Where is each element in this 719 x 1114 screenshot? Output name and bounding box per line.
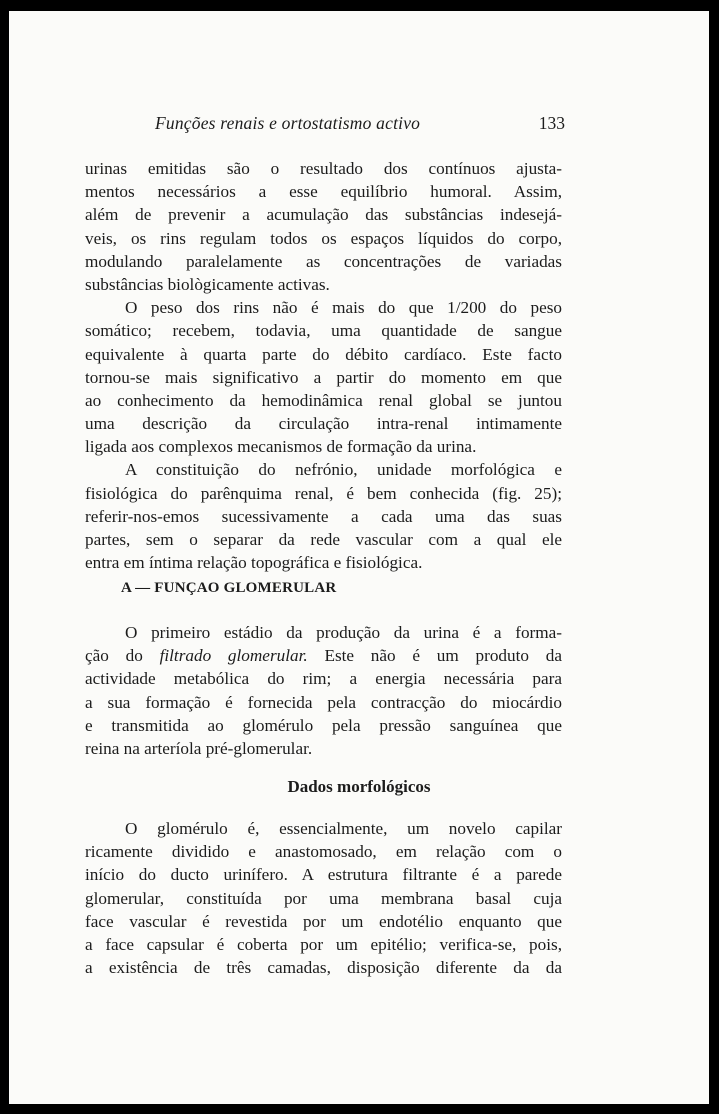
text-line: O glomérulo é, essencialmente, um novelo capilar: [125, 819, 562, 838]
body-text-morphology: [85, 817, 562, 979]
text-line: a sua formação é fornecida pela contracção do miocárdio: [85, 692, 562, 712]
text-line: O peso dos rins não é mais do que 1/200 do peso: [125, 298, 562, 318]
text-line: ricamente dividido e anastomosado, em relação com o: [85, 842, 562, 862]
text-line: [85, 644, 562, 667]
text-line: a existência de três camadas, disposição diferente da da: [85, 958, 562, 978]
text-line: fisiológica do parênquima renal, é bem conhecida (fig. 25);: [85, 483, 562, 503]
text-line: uma descrição da circulação intra-renal intimamente: [85, 414, 562, 434]
text-line: tornou-se mais significativo a partir do momento em que: [85, 367, 562, 387]
text-line: substâncias biològicamente activas.: [85, 274, 330, 294]
text-line: ligada aos complexos mecanismos de formação da urina.: [85, 437, 477, 457]
text-line: O primeiro estádio da produção da urina é a forma-: [125, 623, 562, 642]
text-line: A constituição do nefrónio, unidade morfológica e: [125, 460, 562, 480]
text-line: mentos necessários a esse equilíbrio humoral. Assim,: [85, 182, 562, 202]
text-line: a face capsular é coberta por um epitélio; verifica-se, pois,: [85, 934, 562, 954]
text-line: equivalente à quarta parte do débito cardíaco. Este facto: [85, 344, 562, 364]
text-line: entra em íntima relação topográfica e fisiológica.: [85, 553, 423, 573]
book-page: [9, 11, 709, 1104]
text-line: ao conhecimento da hemodinâmica renal global se juntou: [85, 390, 562, 410]
text-line: partes, sem o separar da rede vascular com a qual ele: [85, 530, 562, 549]
text-line: urinas emitidas são o resultado dos contínuos ajusta-: [85, 159, 562, 178]
page-number: 133: [538, 113, 565, 133]
text-line: face vascular é revestida por um endotélio enquanto que: [85, 911, 562, 931]
body-text-section-a: [85, 621, 562, 760]
sub-heading: Dados morfológicos: [287, 777, 431, 796]
text-line: veis, os rins regulam todos os espaços líquidos do corpo,: [85, 228, 562, 248]
text-line: modulando paralelamente as concentrações de variadas: [85, 251, 562, 271]
section-heading: A — FUNÇAO GLOMERULAR: [121, 580, 337, 596]
text-line: reina na arteríola pré-glomerular.: [85, 738, 313, 758]
text-span: ção do: [85, 646, 160, 666]
text-line: somático; recebem, todavia, uma quantidade de sangue: [85, 321, 562, 341]
text-span: Este não é um produto da: [307, 646, 562, 666]
body-text: [85, 157, 562, 574]
text-line: e transmitida ao glomérulo pela pressão sanguínea que: [85, 715, 562, 735]
text-line: referir-nos-emos sucessivamente a cada uma das suas: [85, 506, 562, 526]
text-line: actividade metabólica do rim; a energia necessária para: [85, 669, 562, 689]
text-line: início do ducto urinífero. A estrutura filtrante é a parede: [85, 865, 562, 885]
text-line: além de prevenir a acumulação das substâncias indesejá-: [85, 205, 562, 225]
text-line: glomerular, constituída por uma membrana basal cuja: [85, 888, 562, 908]
italic-term: filtrado glomerular.: [159, 646, 308, 666]
running-header-title: Funções renais e ortostatismo activo: [155, 113, 421, 133]
